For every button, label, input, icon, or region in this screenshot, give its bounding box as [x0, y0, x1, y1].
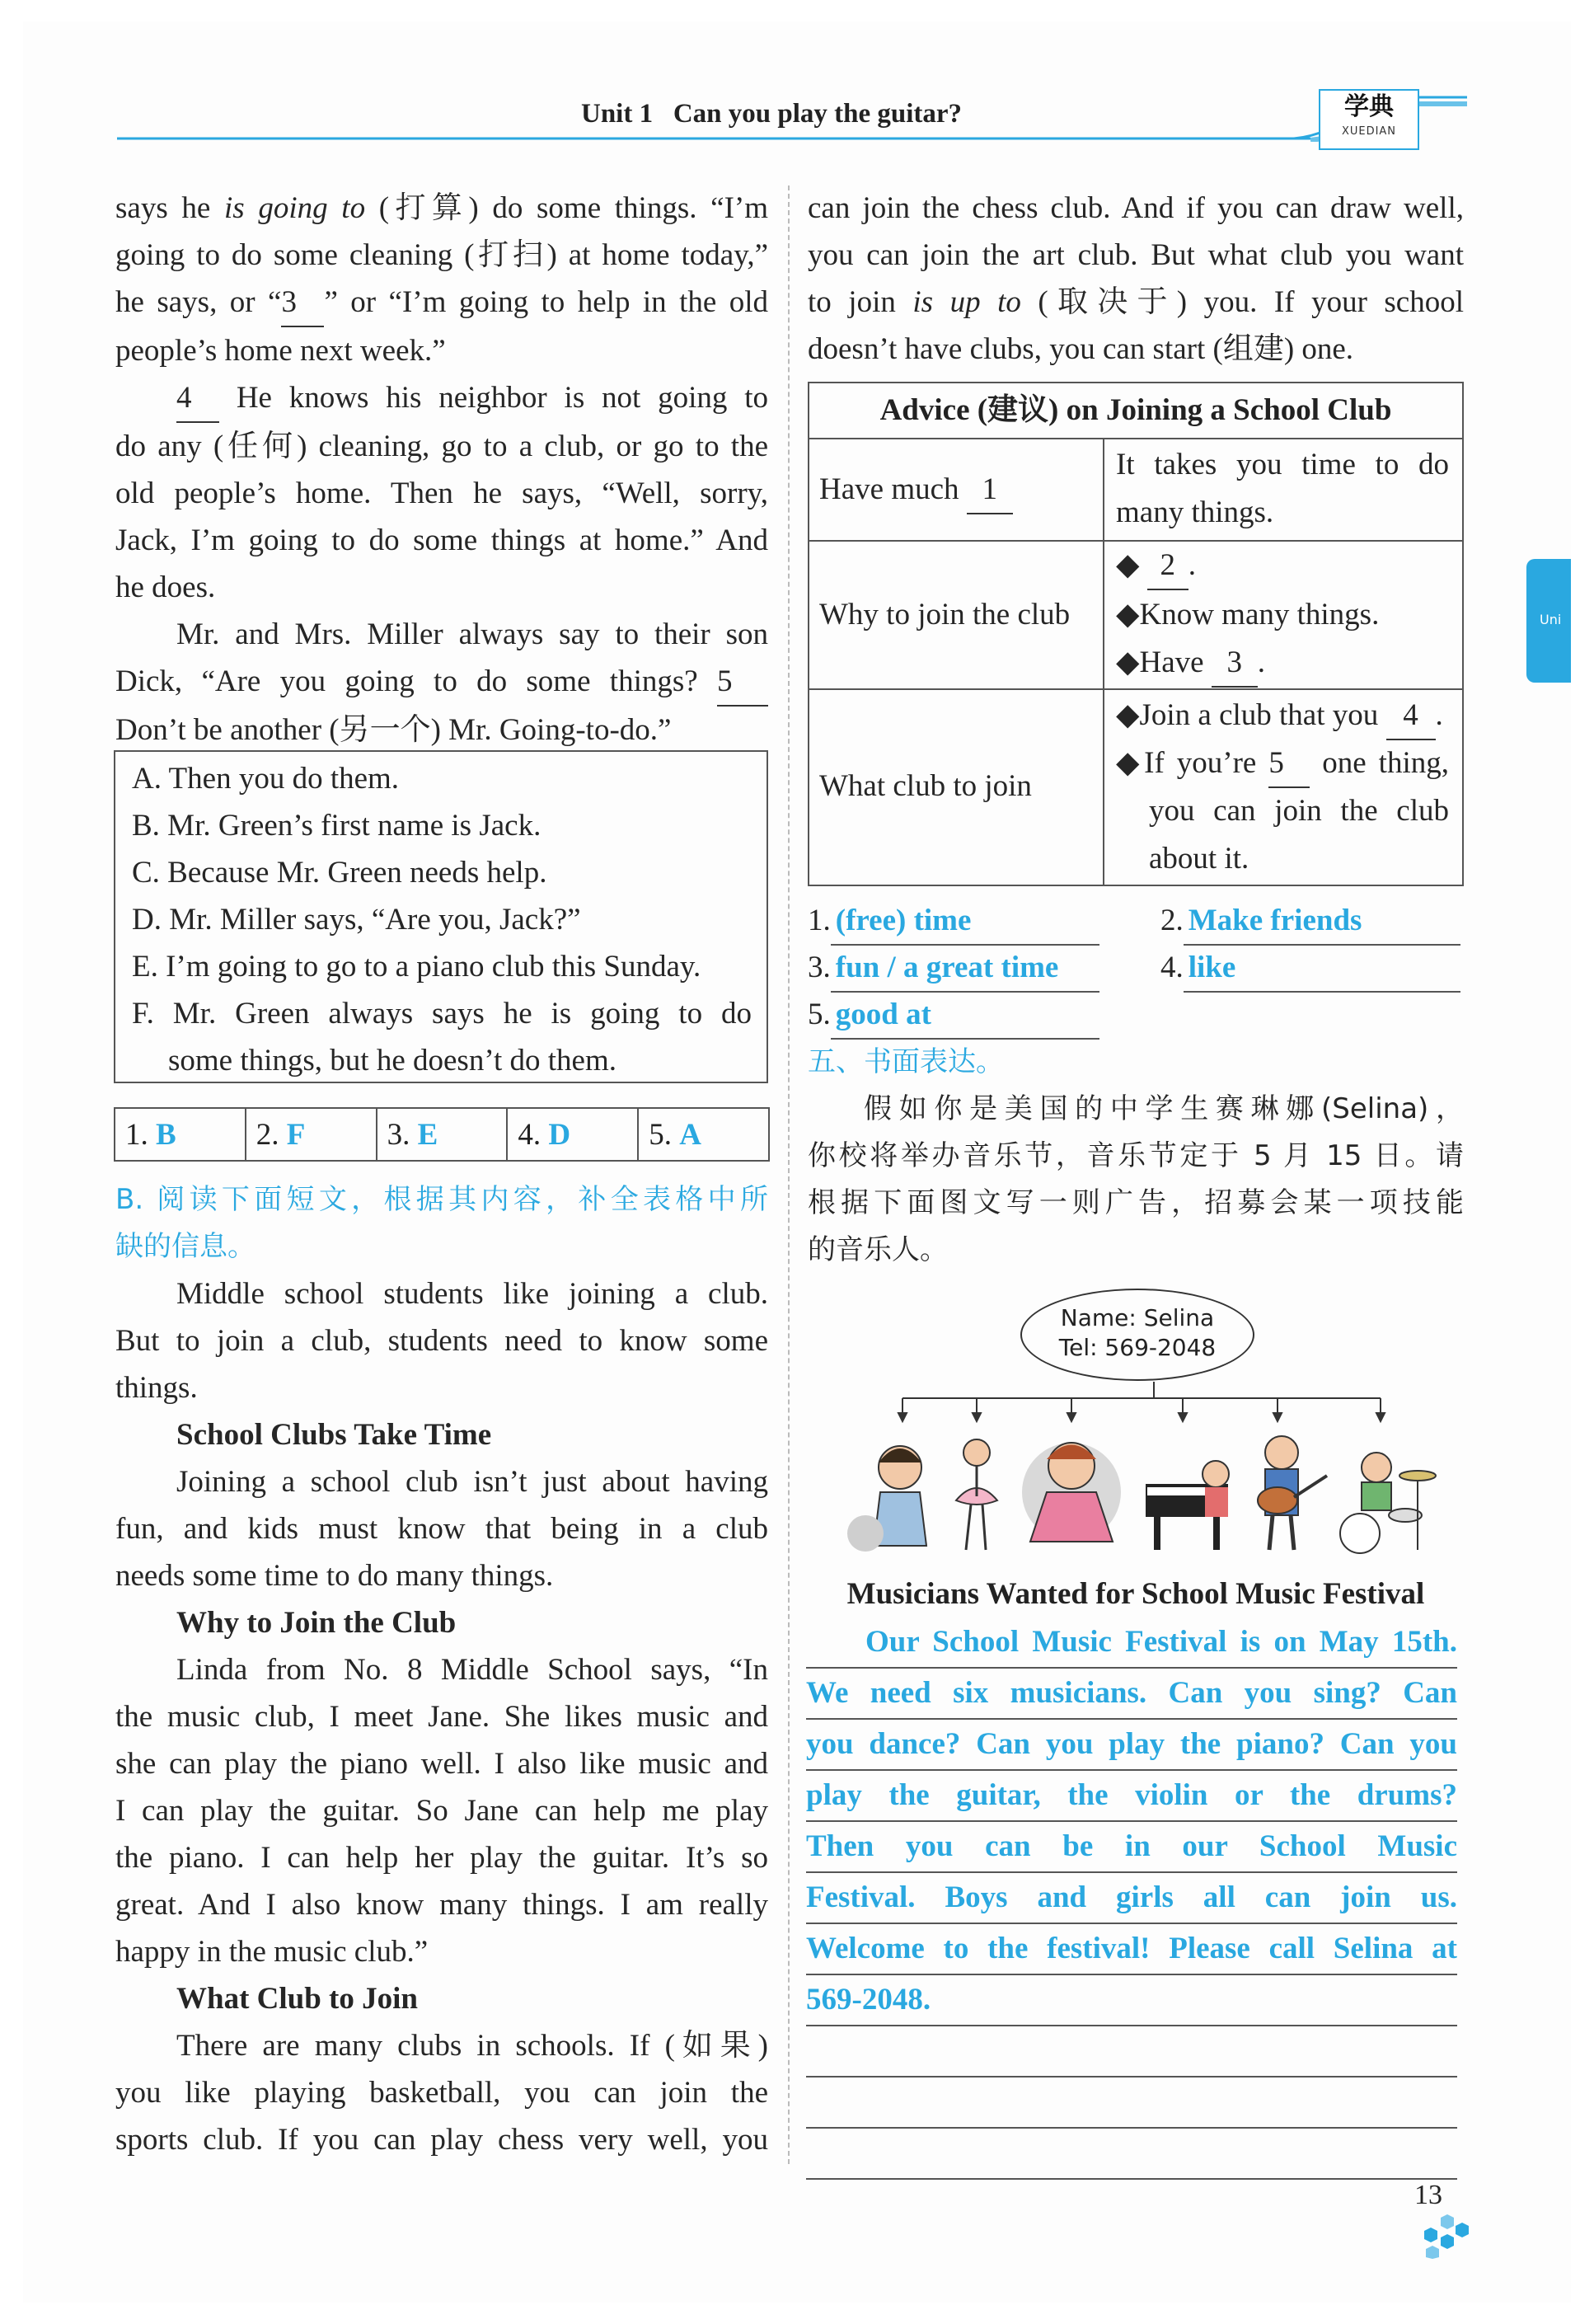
row2-item-2: ◆Know many things. — [1116, 598, 1380, 631]
row3-item-3: you can join the club — [1149, 794, 1449, 828]
writing-prompt-1: 假如你是美国的中学生赛琳娜(Selina)， — [864, 1092, 1464, 1125]
blank-line — [806, 2026, 1457, 2078]
reading-p1-1: Joining a school club isn’t just about having — [176, 1465, 768, 1499]
para-2-line-3: old people’s home. Then he says, “Well, sorry, — [115, 477, 768, 510]
para-2-line-5: he does. — [115, 570, 216, 604]
answer-cell: 2. F — [246, 1108, 377, 1161]
column-divider — [788, 185, 790, 2164]
unit-title: Can you play the guitar? — [673, 99, 963, 129]
left-column — [115, 185, 768, 754]
contact-name: Name: Selina — [1060, 1304, 1215, 1331]
writing-prompt-3: 根据下面图文写一则广告，招募会某一项技能 — [808, 1186, 1464, 1219]
row2-item-3: ◆Have 3 . — [1116, 639, 1265, 688]
fill-answer-4: 4. like — [1160, 944, 1467, 993]
reading-p1-3: needs some time to do many things. — [115, 1559, 554, 1593]
reading-p3-7: doesn’t have clubs, you can start (组建) one. — [808, 332, 1354, 366]
para-1-line-2: going to do some cleaning (打扫) at home today,” — [115, 238, 768, 272]
right-column — [808, 185, 1464, 373]
option-e: E. I’m going to go to a piano club this Sunday. — [132, 950, 701, 984]
musicians-diagram — [841, 1377, 1467, 1566]
para-3-line-2: Dick, “Are you going to do some things? 5 — [115, 658, 768, 707]
advice-col-divider — [1103, 438, 1104, 885]
side-tab-label: Uni — [1540, 612, 1562, 627]
page-header — [107, 92, 1467, 142]
row2-item-1: ◆ 2 . — [1116, 542, 1196, 590]
table-blank-5: 5 — [1268, 739, 1310, 788]
row1-left: Have much 1 — [819, 466, 1013, 514]
row3-item-1: ◆Join a club that you 4 . — [1116, 692, 1443, 740]
row2-left: Why to join the club — [819, 598, 1071, 631]
reading-p2-1: Linda from No. 8 Middle School says, “In — [176, 1653, 768, 1687]
logo-cn: 学典 — [1344, 92, 1394, 121]
reading-p2-7: happy in the music club.” — [115, 1935, 429, 1969]
blank-line — [806, 2129, 1457, 2180]
fill-answer-3: 3. fun / a great time — [808, 944, 1101, 993]
advice-table — [808, 382, 1464, 886]
para-1-line-4: people’s home next week.” — [115, 334, 446, 368]
reading-p2-3: she can play the piano well. I also like music and — [115, 1747, 768, 1781]
table-blank-4: 4 — [1386, 692, 1436, 740]
ad-line-8: 569-2048. — [806, 1975, 1457, 2026]
para-1-line-3: he says, or “3 ” or “I’m going to help in the old — [115, 279, 768, 327]
reading-p3-5: you can join the art club. But what club you want — [808, 238, 1464, 272]
para-1-line-1: says he is going to (打算) do some things. “I’m — [115, 191, 769, 225]
blank-line — [806, 2078, 1457, 2129]
option-b: B. Mr. Green’s first name is Jack. — [132, 809, 541, 843]
reading-p3-1: There are many clubs in schools. If (如果) — [176, 2029, 768, 2063]
para-2-line-2: do any (任何) cleaning, go to a club, or go to the — [115, 430, 768, 463]
ad-title: Musicians Wanted for School Music Festival — [846, 1577, 1425, 1611]
reading-intro-3: things. — [115, 1371, 198, 1405]
pianist-figure — [1146, 1461, 1229, 1550]
dancer-figure — [956, 1439, 997, 1550]
table-blank-1: 1 — [967, 466, 1013, 514]
phrase-is-up-to: is up to — [912, 285, 1021, 319]
row3-item-2: ◆If you’re 5 one thing, — [1116, 739, 1449, 788]
ad-line-4: play the guitar, the violin or the drums? — [806, 1771, 1457, 1822]
row1-right-1: It takes you time to do — [1116, 448, 1449, 481]
phrase-going-to: is going to — [224, 191, 366, 225]
reading-p3-3: sports club. If you can play chess very well, you — [115, 2123, 768, 2157]
reading-p1-2: fun, and kids must know that being in a club — [115, 1512, 768, 1546]
advice-table-title: Advice (建议) on Joining a School Club — [809, 383, 1462, 439]
option-f-line-2: some things, but he doesn’t do them. — [168, 1044, 617, 1077]
hex-decoration — [1416, 2193, 1474, 2259]
row3-item-4: about it. — [1149, 842, 1249, 876]
answers-table — [114, 1107, 770, 1162]
side-tab — [1526, 559, 1571, 683]
drummer-figure — [1340, 1453, 1436, 1553]
writing-prompt-4: 的音乐人。 — [808, 1233, 948, 1266]
option-f-line-1: F. Mr. Green always says he is going to do — [132, 997, 752, 1031]
section-b-instruction-1: B. 阅读下面短文，根据其内容，补全表格中所 — [115, 1183, 768, 1216]
para-3-line-3: Don’t be another (另一个) Mr. Going-to-do.” — [115, 713, 672, 747]
fill-answer-2: 2. Make friends — [1160, 897, 1467, 946]
heading-why-join: Why to Join the Club — [176, 1606, 457, 1640]
singer-figure — [847, 1446, 926, 1552]
violinist-figure — [1022, 1443, 1121, 1542]
blank-5: 5 — [717, 658, 768, 707]
table-blank-3: 3 — [1212, 639, 1258, 688]
para-3-line-1: Mr. and Mrs. Miller always say to their son — [176, 617, 768, 651]
answer-cell: 5. A — [638, 1108, 769, 1161]
reading-p3-6: to join is up to (取决于) you. If your school — [808, 285, 1465, 319]
ad-line-7: Welcome to the festival! Please call Selina at — [806, 1924, 1457, 1975]
page-number: 13 — [1414, 2180, 1442, 2210]
reading-p2-5: the piano. I can help her play the guitar. It’s so — [115, 1841, 768, 1875]
answer-cell: 1. B — [115, 1108, 246, 1161]
blank-4: 4 — [176, 374, 219, 423]
logo — [1319, 89, 1419, 150]
reading-p2-2: the music club, I meet Jane. She likes music and — [115, 1700, 768, 1734]
contact-oval — [1020, 1289, 1254, 1381]
ad-line-3: you dance? Can you play the piano? Can you — [806, 1720, 1457, 1771]
logo-en: XUEDIAN — [1341, 125, 1397, 138]
heading-what-club: What Club to Join — [176, 1982, 418, 2016]
ad-body — [806, 1617, 1457, 2180]
reading-intro-2: But to join a club, students need to know some — [115, 1324, 768, 1358]
reading-p3-2: you like playing basketball, you can join the — [115, 2076, 768, 2110]
ad-line-5: Then you can be in our School Music — [806, 1822, 1457, 1873]
option-d: D. Mr. Miller says, “Are you, Jack?” — [132, 903, 581, 937]
blank-3: 3 — [281, 279, 324, 327]
unit-label: Unit 1 — [581, 99, 654, 129]
writing-section — [808, 1039, 1464, 1274]
options-box — [114, 750, 768, 1083]
guitarist-figure — [1258, 1436, 1327, 1550]
reading-p2-6: great. And I also know many things. I am really — [115, 1888, 768, 1922]
contact-tel: Tel: 569-2048 — [1058, 1334, 1217, 1361]
fill-answer-5: 5. good at — [808, 991, 1101, 1040]
row1-right-2: many things. — [1116, 495, 1274, 529]
ad-line-1: Our School Music Festival is on May 15th. — [806, 1617, 1457, 1669]
option-c: C. Because Mr. Green needs help. — [132, 856, 547, 890]
left-column-lower — [115, 1176, 768, 2163]
option-a: A. Then you do them. — [132, 762, 400, 796]
fill-answer-1: 1. (free) time — [808, 897, 1101, 946]
answer-cell: 3. E — [377, 1108, 508, 1161]
para-2-line-1: 4 He knows his neighbor is not going to — [115, 374, 768, 423]
reading-p2-4: I can play the guitar. So Jane can help me play — [115, 1794, 768, 1828]
ad-line-6: Festival. Boys and girls all can join us. — [806, 1873, 1457, 1924]
ad-line-2: We need six musicians. Can you sing? Can — [806, 1669, 1457, 1720]
answer-cell: 4. D — [507, 1108, 638, 1161]
row-divider-2 — [809, 688, 1462, 690]
section-5-title: 五、书面表达。 — [808, 1045, 1004, 1078]
reading-p3-4: can join the chess club. And if you can draw well, — [808, 191, 1464, 225]
writing-prompt-2: 你校将举办音乐节，音乐节定于 5 月 15 日。请 — [808, 1139, 1464, 1172]
reading-intro-1: Middle school students like joining a club. — [176, 1277, 768, 1311]
section-b-instruction-2: 缺的信息。 — [115, 1230, 256, 1263]
row3-left: What club to join — [819, 769, 1032, 803]
para-2-line-4: Jack, I’m going to do some things at home.” And — [115, 523, 768, 557]
table-blank-2: 2 — [1147, 542, 1188, 590]
heading-school-clubs: School Clubs Take Time — [176, 1418, 492, 1452]
